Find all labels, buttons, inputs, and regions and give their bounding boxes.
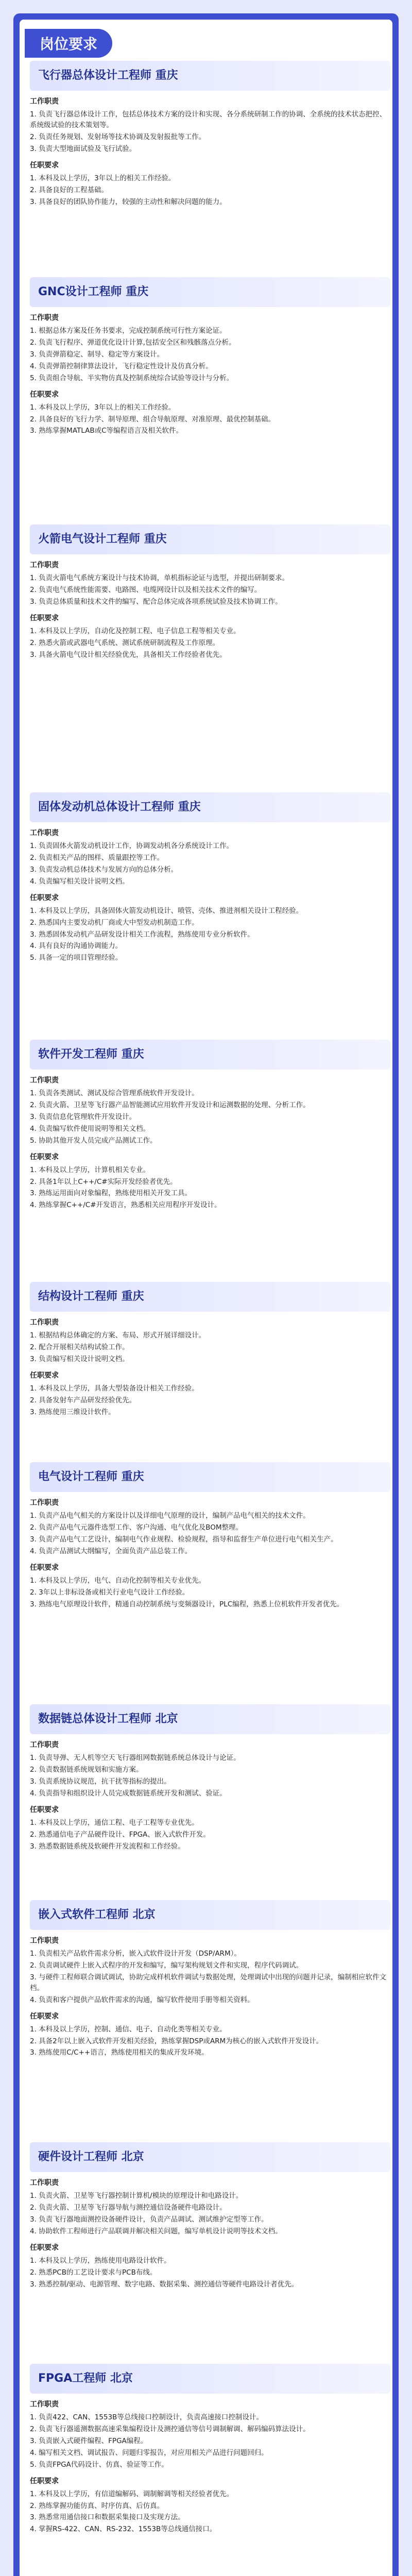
requirement-item: 3. 熟练掌握MATLAB或C等编程语言及相关软件。 — [30, 427, 183, 435]
requirement-item: 1. 本科及以上学历，3年以上的相关工作经验。 — [30, 174, 176, 182]
duties-heading: 工作职责 — [30, 1499, 59, 1507]
duty-item: 2. 负责数据链系统规划和实施方案。 — [30, 1765, 143, 1774]
requirement-item: 1. 本科及以上学历，计算机相关专业。 — [30, 1165, 150, 1174]
requirements-section — [30, 1562, 390, 1610]
duties-heading: 工作职责 — [30, 1741, 59, 1749]
duties-heading: 工作职责 — [30, 829, 59, 837]
job-block — [30, 1282, 390, 1423]
job-block — [30, 792, 390, 969]
duty-item: 4. 负责产品测试大纲编写，全面负责产品总装工作。 — [30, 1547, 192, 1555]
job-block — [30, 2364, 390, 2540]
requirement-item: 3. 熟练使用C/C++语言，熟练使用相关的集成开发环境。 — [30, 2048, 209, 2057]
job-block — [30, 1900, 390, 2063]
duties-heading: 工作职责 — [30, 314, 59, 322]
duties-heading: 工作职责 — [30, 97, 59, 106]
duty-item: 5. 负责组合导航、半实物仿真及控制系统综合试验等设计与分析。 — [30, 374, 234, 382]
duties-heading: 工作职责 — [30, 1937, 59, 1945]
requirements-heading: 任职要求 — [30, 161, 59, 170]
requirement-item: 3. 熟练运用面向对象编程，熟练使用相关开发工具。 — [30, 1189, 192, 1198]
job-title: GNC设计工程师 重庆 — [30, 277, 390, 307]
requirement-item: 3. 熟悉数据链系统及软硬件开发流程和工作经验。 — [30, 1842, 185, 1851]
requirement-item: 1. 本科及以上学历，通信工程、电子工程等专业优先。 — [30, 1818, 199, 1827]
duties-section — [30, 827, 390, 887]
requirement-item: 3. 具备良好的团队协作能力，较强的主动性和解决问题的能力。 — [30, 197, 227, 206]
duties-section — [30, 1739, 390, 1799]
requirements-heading: 任职要求 — [30, 1153, 59, 1161]
duty-item: 2. 负责任务规划、发射场等技术协调及发射报批等工作。 — [30, 132, 206, 141]
section-header-badge: 岗位要求 — [25, 29, 112, 58]
job-title: 电气设计工程师 重庆 — [30, 1462, 390, 1492]
requirements-section — [30, 2476, 390, 2535]
requirement-item: 2. 具备良好的工程基础。 — [30, 185, 109, 194]
duty-item: 4. 负责弹箭控制律算法设计，飞行稳定性设计及仿真分析。 — [30, 362, 213, 370]
job-block — [30, 277, 390, 442]
duty-item: 3. 负责飞行器地面测控设备硬件设计，负责产品调试、测试维护定型等工作。 — [30, 2215, 268, 2224]
job-title: 结构设计工程师 重庆 — [30, 1282, 390, 1312]
requirement-item: 1. 本科及以上学历，控制、通信、电子、自动化类等相关专业。 — [30, 2025, 227, 2033]
duty-item: 5. 协助其他开发人员完成产品测试工作。 — [30, 1136, 157, 1145]
job-block — [30, 1462, 390, 1615]
requirement-item: 2. 具备良好的飞行力学、制导原理、组合导航原理、对准原理、最优控制基础。 — [30, 415, 276, 423]
requirement-item: 4. 熟练掌握C++/C#开发语言，熟悉相关应用程序开发设计。 — [30, 1201, 221, 1210]
duty-item: 3. 负责系统协议规范，抗干扰等指标的提出。 — [30, 1777, 171, 1786]
requirements-heading: 任职要求 — [30, 2477, 59, 2485]
duty-item: 2. 配合开展相关结构试验工作。 — [30, 1343, 129, 1351]
job-title: 数据链总体设计工程师 北京 — [30, 1704, 390, 1734]
duties-heading: 工作职责 — [30, 2179, 59, 2187]
duty-item: 2. 负责飞行程序、弹道优化设计计算,包括安全区和残骸落点分析。 — [30, 338, 236, 347]
job-block — [30, 2142, 390, 2295]
requirements-heading: 任职要求 — [30, 1371, 59, 1380]
job-title: 固体发动机总体设计工程师 重庆 — [30, 792, 390, 822]
requirements-section — [30, 2242, 390, 2290]
job-title: FPGA工程师 北京 — [30, 2364, 390, 2394]
duty-item: 3. 负责大型地面试验及飞行试验。 — [30, 144, 136, 153]
requirement-item: 3. 熟悉常用通信接口和数据采集接口及实现方法。 — [30, 2513, 185, 2522]
duty-item: 1. 负责产品电气相关的方案设计以及详细电气原理的设计，编制产品电气相关的技术文件。 — [30, 1512, 310, 1520]
requirement-item: 2. 具备1年以上C++/C#实际开发经验者优先。 — [30, 1177, 177, 1186]
duty-item: 4. 负责指导和组织设计人员完成数据链系统开发和测试、验证。 — [30, 1789, 227, 1798]
requirement-item: 1. 本科及以上学历，有信道编解码、调制解调等相关经验者优先。 — [30, 2489, 234, 2498]
duties-section — [30, 1935, 390, 2006]
duties-section — [30, 312, 390, 384]
requirement-item: 1. 本科及以上学历，自动化及控制工程、电子信息工程等相关专业。 — [30, 626, 241, 635]
duties-heading: 工作职责 — [30, 1076, 59, 1084]
requirements-section — [30, 1804, 390, 1852]
duties-section — [30, 1075, 390, 1146]
duty-item: 1. 负责422、CAN、1553B等总线接口控制设计，负责高速接口控制设计。 — [30, 2413, 263, 2421]
duties-heading: 工作职责 — [30, 1318, 59, 1327]
duty-item: 4. 协助软件工程师进行产品联调并解决相关问题，编写单机设计说明等技术文档。 — [30, 2227, 282, 2235]
duty-item: 1. 负责火箭电气系统方案设计与技术协调，单机指标论证与选型，并提出研制要求。 — [30, 574, 289, 582]
requirement-item: 2. 熟悉火箭或武器电气系统、测试系统研制流程及工作原理。 — [30, 638, 220, 647]
requirements-heading: 任职要求 — [30, 2243, 59, 2252]
duty-item: 1. 负责导弹、无人机等空天飞行器组网数据链系统总体设计与论证。 — [30, 1754, 241, 1762]
job-title: 飞行器总体设计工程师 重庆 — [30, 61, 390, 91]
requirement-item: 3. 具备火箭电气设计相关经验优先，具备相关工作经验者优先。 — [30, 650, 227, 659]
duty-item: 3. 负责嵌入式硬件编程、FPGA编程。 — [30, 2436, 148, 2445]
duty-item: 2. 负责调试硬件上嵌入式程序的开发和编写，编写架构规划文件和实现，程序代码调试。 — [30, 1961, 303, 1970]
requirement-item: 3. 熟练使用三维设计软件。 — [30, 1408, 115, 1416]
duties-section — [30, 1317, 390, 1365]
duty-item: 3. 负责弹箭稳定、制导、稳定等方案设计。 — [30, 350, 164, 359]
duty-item: 4. 负责编写相关设计说明文档。 — [30, 877, 129, 886]
requirements-section — [30, 160, 390, 208]
requirements-heading: 任职要求 — [30, 893, 59, 902]
duty-item: 1. 根据结构总体确定的方案、布局、形式开展详细设计。 — [30, 1331, 206, 1340]
requirement-item: 5. 具备一定的项目管理经验。 — [30, 954, 123, 962]
requirement-item: 2. 具备2年以上嵌入式软件开发相关经验，熟练掌握DSP或ARM为核心的嵌入式软件开发设计。 — [30, 2037, 323, 2045]
duties-heading: 工作职责 — [30, 561, 59, 569]
job-block — [30, 1040, 390, 1216]
requirements-heading: 任职要求 — [30, 1563, 59, 1572]
duty-item: 3. 负责总体质量和技术文件的编写、配合总体完成各项系统试验及技术协调工作。 — [30, 597, 282, 606]
requirement-item: 2. 3年以上非标设备或相关行业电气设计工作经验。 — [30, 1588, 190, 1597]
duty-item: 3. 负责信息化管理软件开发设计。 — [30, 1112, 136, 1121]
requirement-item: 1. 本科及以上学历，具备大型装备设计相关工作经验。 — [30, 1384, 199, 1393]
requirements-section — [30, 613, 390, 660]
requirement-item: 4. 掌握RS-422、CAN、RS-232、1553B等总线通信接口。 — [30, 2525, 217, 2534]
duty-item: 5. 负责FPGA代码设计、仿真、验证等工作。 — [30, 2460, 168, 2469]
duty-item: 2. 负责火箭、卫星等飞行器导航与测控通信设备硬件电路设计。 — [30, 2203, 227, 2212]
requirements-section — [30, 2011, 390, 2059]
outer-frame — [13, 13, 399, 2576]
requirement-item: 2. 熟悉通信电子产品硬件设计、FPGA、嵌入式软件开发。 — [30, 1830, 210, 1839]
duty-item: 1. 负责飞行器总体设计工作，包括总体技术方案的设计和实现、各分系统研制工作的协调、全系统的技术状态把控、系统级试验的技术策划等。 — [30, 110, 387, 129]
duty-item: 3. 与硬件工程师联合调试调试，协助完成样机软件调试与数据处理，处理调试中出现的问题并记录，编制相应软件文档。 — [30, 1973, 387, 1992]
job-block — [30, 1704, 390, 1857]
content-panel — [20, 20, 392, 2576]
job-title: 嵌入式软件工程师 北京 — [30, 1900, 390, 1930]
duty-item: 3. 负责编写相关设计说明文档。 — [30, 1354, 129, 1363]
requirements-section — [30, 389, 390, 437]
requirement-item: 3. 熟练电气原理设计软件，精通自动控制系统与变频器设计，PLC编程，熟悉上位机软件开发者优先。 — [30, 1600, 344, 1608]
requirements-section — [30, 892, 390, 964]
requirement-item: 3. 熟悉控制/驱动、电源管理、数字电路、数据采集、测控通信等硬件电路设计者优先。 — [30, 2280, 299, 2289]
requirement-item: 4. 具有良好的沟通协调能力。 — [30, 942, 123, 951]
requirement-item: 2. 熟悉国内主要发动机厂商或大中型发动机制造工作。 — [30, 918, 199, 927]
duty-item: 1. 根据总体方案及任务书要求，完成控制系统可行性方案论证。 — [30, 327, 227, 335]
requirement-item: 2. 熟悉PCB的工艺设计要求与PCB布线。 — [30, 2268, 157, 2277]
job-title: 软件开发工程师 重庆 — [30, 1040, 390, 1070]
duty-item: 1. 负责各类测试、测试及综合管理系统软件开发设计。 — [30, 1089, 199, 1097]
duties-section — [30, 96, 390, 155]
job-block — [30, 61, 390, 212]
duties-section — [30, 560, 390, 607]
duty-item: 1. 负责固体火箭发动机设计工作，协调发动机各分系统设计工作。 — [30, 842, 234, 850]
requirement-item: 3. 熟悉固体发动机产品研发设计相关工作流程，熟练使用专业分析软件。 — [30, 930, 254, 939]
requirements-section — [30, 1151, 390, 1211]
requirements-heading: 任职要求 — [30, 2012, 59, 2021]
duty-item: 2. 负责电气系统性能需要、电路图、电缆网设计以及相关技术文件的编写。 — [30, 585, 262, 594]
duties-heading: 工作职责 — [30, 2400, 59, 2409]
requirements-heading: 任职要求 — [30, 390, 59, 399]
duty-item: 2. 负责相关产品的图样、质量跟控等工作。 — [30, 853, 164, 862]
duty-item: 1. 负责相关产品软件需求分析，嵌入式软件设计开发（DSP/ARM）。 — [30, 1950, 241, 1958]
requirement-item: 1. 本科及以上学历，具备固体火箭发动机设计、喷管、壳体、推进剂相关设计工程经验。 — [30, 906, 303, 915]
requirement-item: 1. 本科及以上学历，熟练使用电路设计软件。 — [30, 2256, 171, 2265]
duties-section — [30, 2177, 390, 2237]
duty-item: 2. 负责飞行器遥测数据高速采集编程设计及测控通信等信号调制解调、解码编码算法设计。 — [30, 2425, 310, 2433]
requirements-heading: 任职要求 — [30, 614, 59, 622]
duties-section — [30, 1497, 390, 1557]
requirements-heading: 任职要求 — [30, 1805, 59, 1814]
job-title: 火箭电气设计工程师 重庆 — [30, 524, 390, 554]
duty-item: 1. 负责火箭、卫星等飞行器控制计算机/模块的原理设计和电路设计。 — [30, 2192, 243, 2200]
requirement-item: 2. 具备发射车产品研发经验优先。 — [30, 1396, 136, 1404]
duty-item: 3. 负责产品电气工艺设计，编制电气作业规程、检验规程，指导和监督生产单位进行电气相关生产。 — [30, 1535, 338, 1544]
duties-section — [30, 2399, 390, 2470]
duty-item: 2. 负责火箭、卫星等飞行器产品智能测试应用软件开发设计和运测数据的处理、分析工作。 — [30, 1100, 310, 1109]
requirement-item: 1. 本科及以上学历，3年以上的相关工作经验。 — [30, 403, 176, 412]
requirements-section — [30, 1370, 390, 1418]
duty-item: 4. 负责编写软件使用说明等相关文档。 — [30, 1124, 150, 1133]
requirement-item: 1. 本科及以上学历，电气、自动化控制等相关专业优先。 — [30, 1576, 206, 1585]
requirement-item: 2. 熟练掌握功能仿真、时序仿真、后仿真。 — [30, 2501, 164, 2510]
duty-item: 4. 负责和客户提供产品软件需求的沟通，编写软件使用手册等相关资料。 — [30, 1995, 254, 2004]
duty-item: 4. 编写相关文档、调试报告、问题归零报告，对应用相关产品进行问题回归。 — [30, 2448, 268, 2457]
duty-item: 3. 负责发动机总体技术与发展方向的总体分析。 — [30, 865, 178, 874]
duty-item: 2. 负责产品电气元器件选型工作、客户沟通、电气优化及BOM整理。 — [30, 1523, 243, 1532]
job-block — [30, 524, 390, 666]
job-title: 硬件设计工程师 北京 — [30, 2142, 390, 2172]
